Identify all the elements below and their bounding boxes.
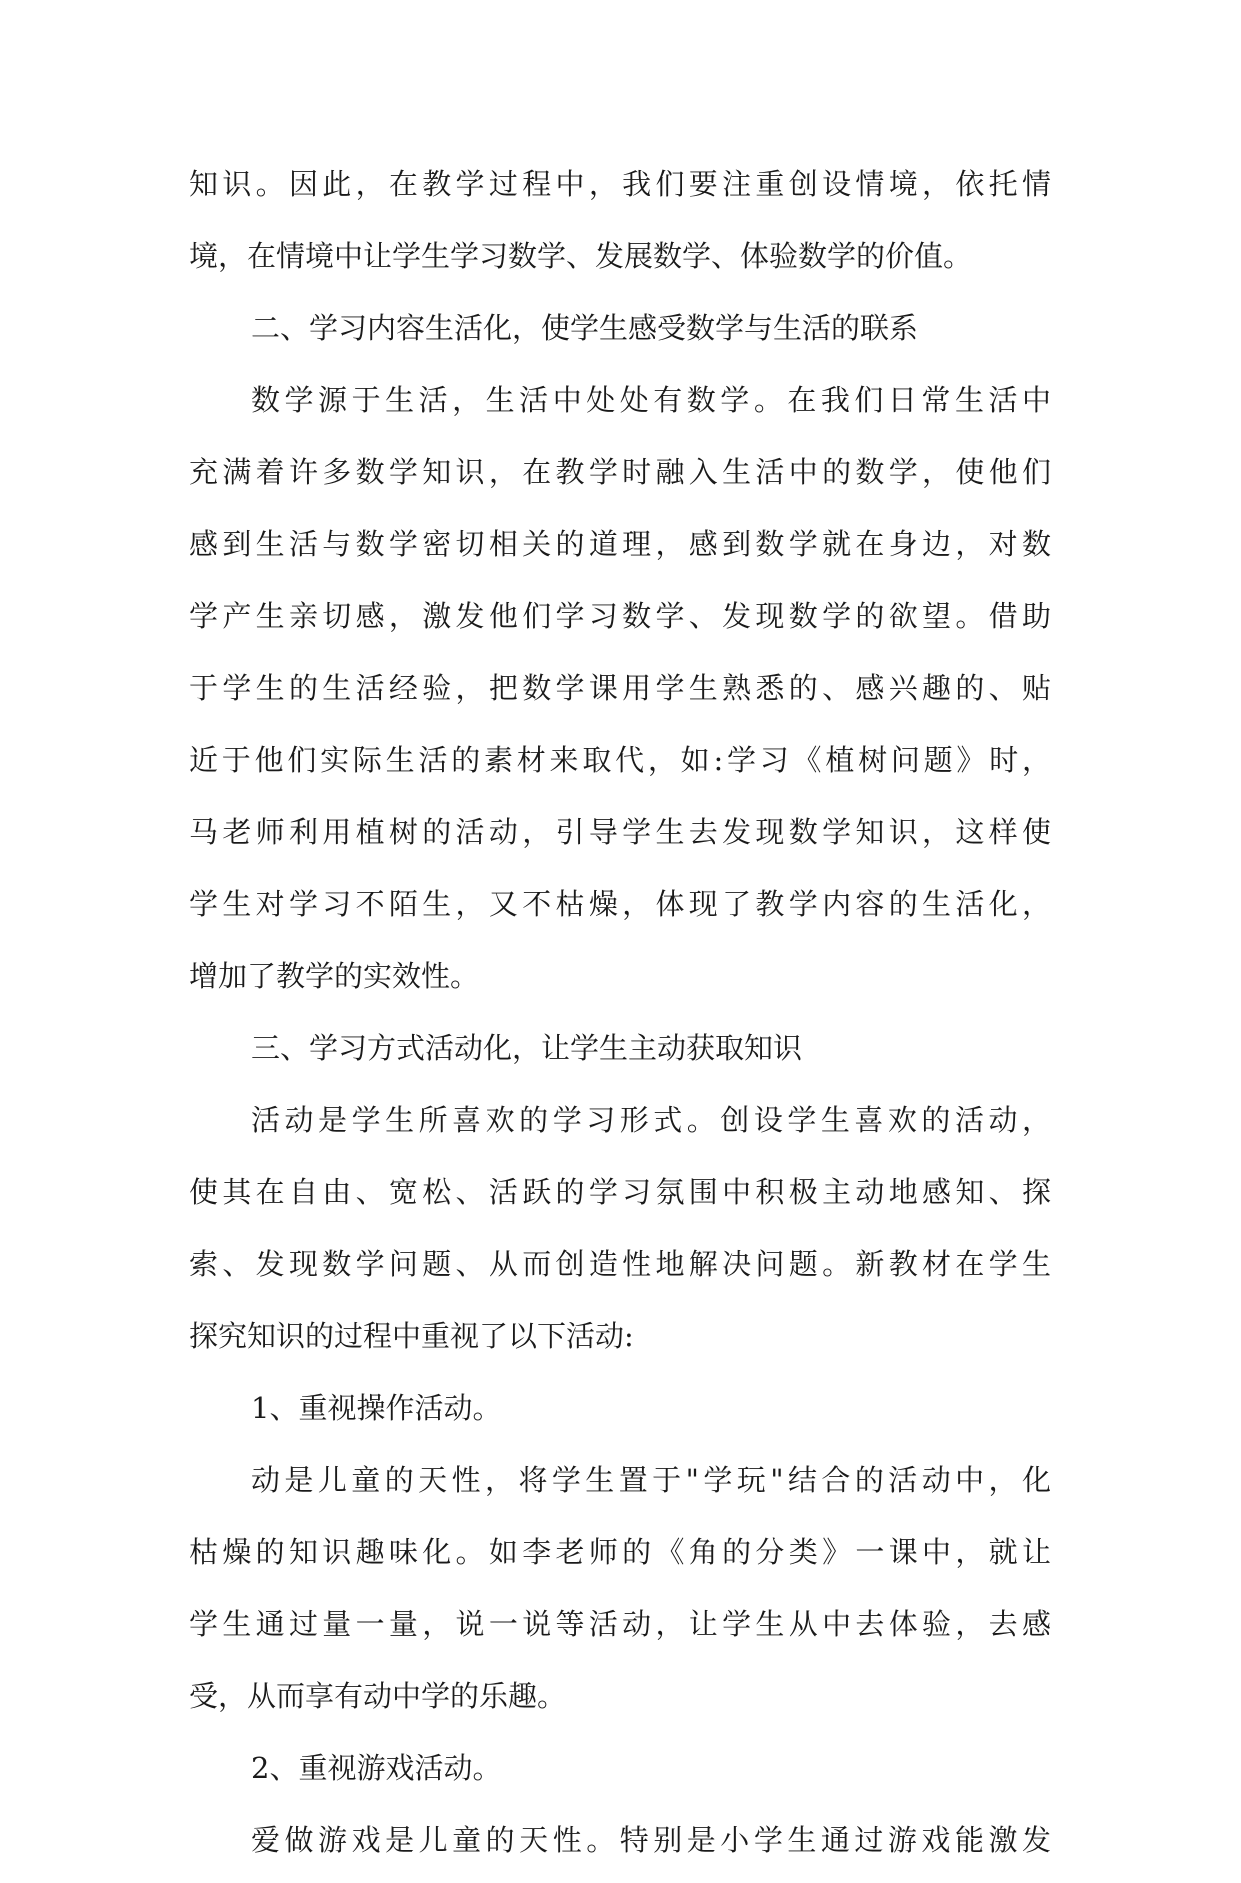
subsection-heading: 2、重视游戏活动。 [251, 1751, 502, 1785]
section-heading: 二、学习内容生活化，使学生感受数学与生活的联系 [251, 311, 919, 345]
subsection-heading: 1、重视操作活动。 [251, 1391, 502, 1425]
text-line: 知识。因此，在教学过程中，我们要注重创设情境，依托情 [189, 167, 1051, 201]
text-line: 充满着许多数学知识，在教学时融入生活中的数学，使他们 [189, 455, 1051, 489]
text-line: 数学源于生活，生活中处处有数学。在我们日常生活中 [251, 383, 1051, 417]
document-body [189, 155, 1051, 1883]
text-line: 境，在情境中让学生学习数学、发展数学、体验数学的价值。 [189, 239, 973, 273]
text-line: 活动是学生所喜欢的学习形式。创设学生喜欢的活动， [251, 1103, 1051, 1137]
text-line: 爱做游戏是儿童的天性。特别是小学生通过游戏能激发 [251, 1823, 1051, 1857]
text-line: 增加了教学的实效性。 [189, 959, 480, 993]
text-line: 近于他们实际生活的素材来取代，如:学习《植树问题》时， [189, 743, 1051, 777]
text-line: 枯燥的知识趣味化。如李老师的《角的分类》一课中，就让 [189, 1535, 1051, 1569]
text-line: 学生通过量一量，说一说等活动，让学生从中去体验，去感 [189, 1607, 1051, 1641]
text-line: 于学生的生活经验，把数学课用学生熟悉的、感兴趣的、贴 [189, 671, 1051, 705]
text-line: 学产生亲切感，激发他们学习数学、发现数学的欲望。借助 [189, 599, 1051, 633]
section-heading: 三、学习方式活动化，让学生主动获取知识 [251, 1031, 803, 1065]
text-line: 受，从而享有动中学的乐趣。 [189, 1679, 567, 1713]
text-line: 动是儿童的天性，将学生置于"学玩"结合的活动中，化 [251, 1463, 1051, 1497]
text-line: 马老师利用植树的活动，引导学生去发现数学知识，这样使 [189, 815, 1051, 849]
text-line: 探究知识的过程中重视了以下活动: [189, 1319, 634, 1353]
text-line: 索、发现数学问题、从而创造性地解决问题。新教材在学生 [189, 1247, 1051, 1281]
text-line: 使其在自由、宽松、活跃的学习氛围中积极主动地感知、探 [189, 1175, 1051, 1209]
text-line: 感到生活与数学密切相关的道理，感到数学就在身边，对数 [189, 527, 1051, 561]
text-line: 学生对学习不陌生，又不枯燥，体现了教学内容的生活化， [189, 887, 1051, 921]
